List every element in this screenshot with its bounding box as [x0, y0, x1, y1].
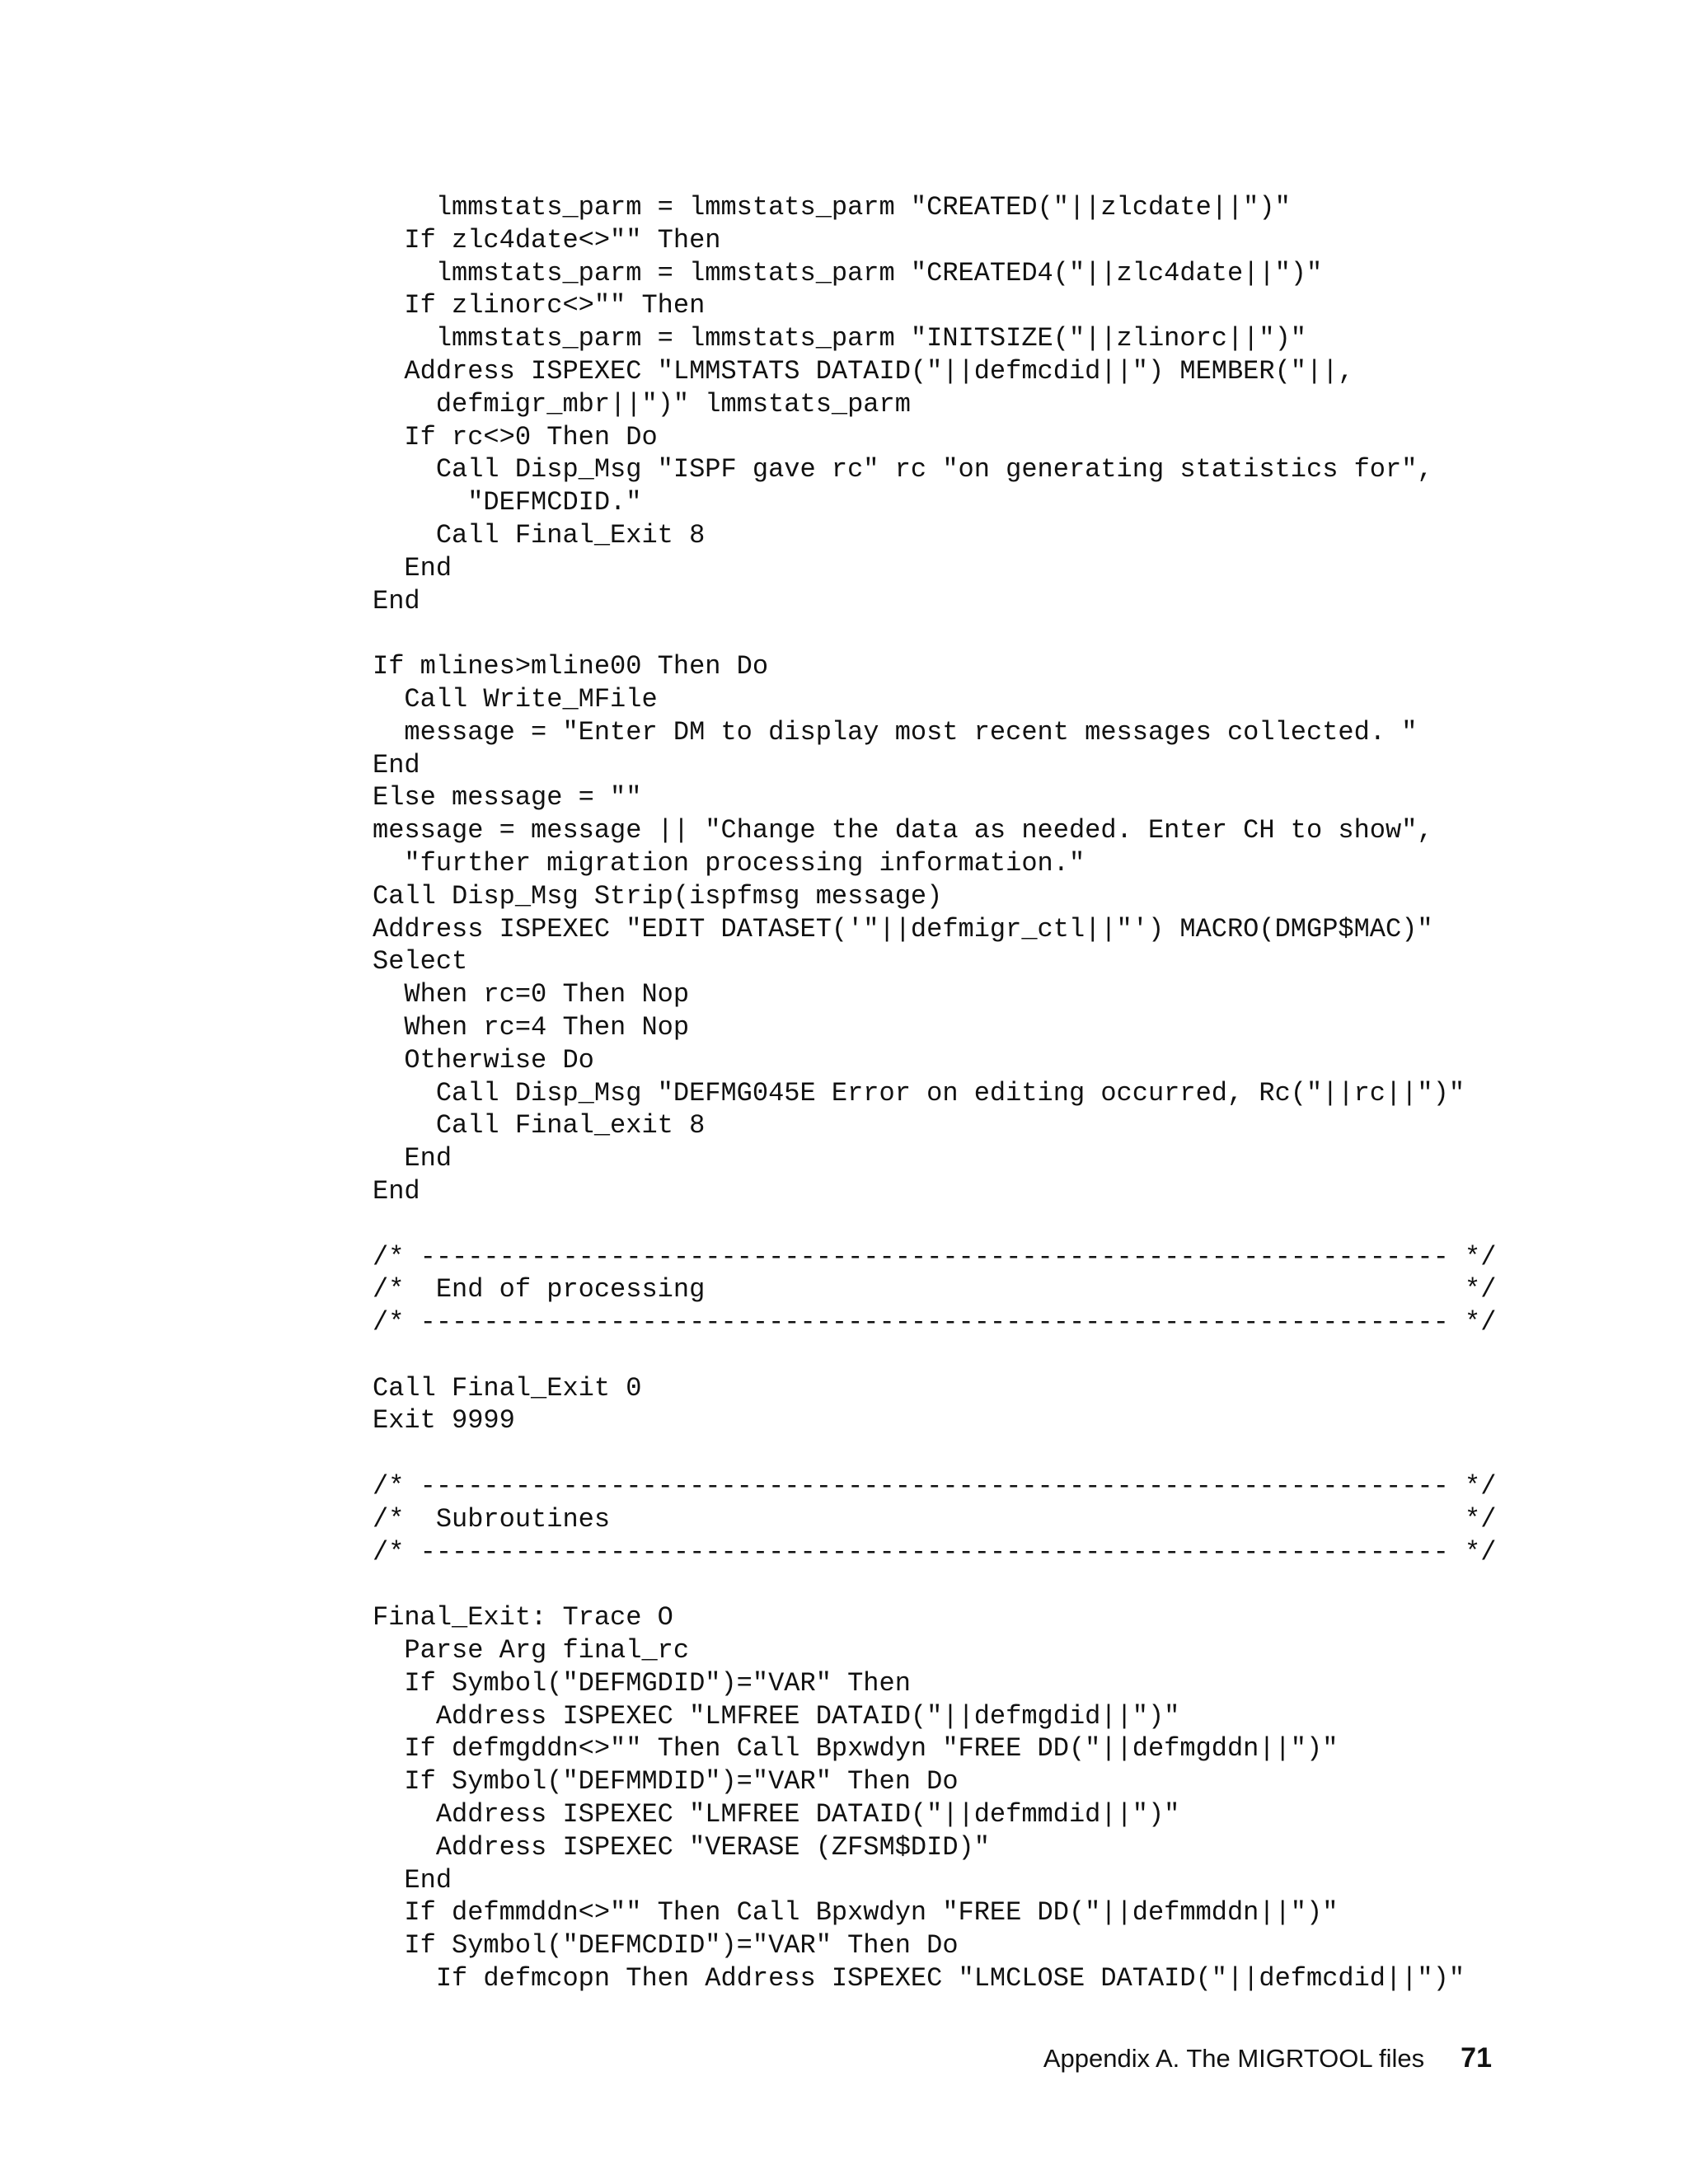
code-line: Exit 9999 [373, 1405, 515, 1436]
code-line: End [373, 585, 420, 616]
code-line: End [373, 552, 452, 583]
code-line: /* ----------------------------------------------------------------- */ [373, 1241, 1497, 1272]
code-line: When rc=0 Then Nop [373, 979, 690, 1010]
code-line: If mlines>mline00 Then Do [373, 651, 769, 682]
code-line: Call Final_Exit 0 [373, 1372, 642, 1404]
code-line [373, 1437, 1496, 1470]
code-line: Parse Arg final_rc [373, 1635, 690, 1666]
code-line: Call Final_Exit 8 [373, 519, 706, 551]
code-line: If defmmddn<>"" Then Call Bpxwdyn "FREE DD("||defmmddn||")" [373, 1897, 1339, 1929]
code-line: defmigr_mbr||")" lmmstats_parm [373, 388, 911, 419]
code-line: lmmstats_parm = lmmstats_parm "INITSIZE("||zlinorc||")" [373, 323, 1306, 354]
code-line: If defmcopn Then Address ISPEXEC "LMCLOSE DATAID("||defmcdid||")" [373, 1963, 1465, 1994]
code-line: Address ISPEXEC "LMMSTATS DATAID("||defmcdid||") MEMBER("||, [373, 355, 1354, 387]
code-line: /* ----------------------------------------------------------------- */ [373, 1471, 1497, 1502]
code-listing [373, 191, 1496, 1995]
code-line: Final_Exit: Trace O [373, 1602, 673, 1633]
code-line: Address ISPEXEC "VERASE (ZFSM$DID)" [373, 1831, 990, 1863]
code-line: Address ISPEXEC "LMFREE DATAID("||defmgdid||")" [373, 1700, 1180, 1732]
code-line: Call Disp_Msg "DEFMG045E Error on editing occurred, Rc("||rc||")" [373, 1077, 1465, 1108]
code-line: /* ----------------------------------------------------------------- */ [373, 1307, 1497, 1338]
code-line: Call Disp_Msg Strip(ispfmsg message) [373, 880, 943, 912]
code-line: Otherwise Do [373, 1044, 594, 1076]
code-line: End [373, 1175, 420, 1207]
page-footer [1043, 2042, 1492, 2074]
code-line: Address ISPEXEC "EDIT DATASET('"||defmigr_ctl||"') MACRO(DMGP$MAC)" [373, 913, 1433, 944]
code-line: If Symbol("DEFMCDID")="VAR" Then Do [373, 1930, 959, 1961]
code-line: Address ISPEXEC "LMFREE DATAID("||defmmdid||")" [373, 1799, 1180, 1830]
code-line: End [373, 749, 420, 780]
code-line: "DEFMCDID." [373, 487, 642, 518]
code-line [373, 617, 1496, 650]
code-line: End [373, 1143, 452, 1174]
page-number: 71 [1461, 2042, 1492, 2074]
code-line: When rc=4 Then Nop [373, 1011, 690, 1043]
code-line: /* ----------------------------------------------------------------- */ [373, 1536, 1497, 1568]
code-line: If zlinorc<>"" Then [373, 290, 706, 321]
code-line: Call Disp_Msg "ISPF gave rc" rc "on generating statistics for", [373, 454, 1433, 485]
code-line: Call Write_MFile [373, 683, 658, 715]
code-line: lmmstats_parm = lmmstats_parm "CREATED4("||zlc4date||")" [373, 257, 1323, 288]
code-line: /* Subroutines */ [373, 1503, 1497, 1535]
code-line: Select [373, 946, 468, 977]
code-line: message = "Enter DM to display most recent messages collected. " [373, 716, 1418, 748]
code-line: If defmgddn<>"" Then Call Bpxwdyn "FREE DD("||defmgddn||")" [373, 1733, 1339, 1765]
code-line: Call Final_exit 8 [373, 1110, 706, 1141]
code-line: lmmstats_parm = lmmstats_parm "CREATED("||zlcdate||")" [373, 192, 1291, 223]
code-line: If Symbol("DEFMGDID")="VAR" Then [373, 1667, 911, 1699]
code-line [373, 1208, 1496, 1241]
code-line: "further migration processing information." [373, 847, 1085, 879]
code-line: If zlc4date<>"" Then [373, 224, 721, 255]
code-line [373, 1568, 1496, 1601]
code-line: If rc<>0 Then Do [373, 421, 658, 452]
footer-chapter-title: Appendix A. The MIGRTOOL files [1043, 2044, 1425, 2073]
code-line: Else message = "" [373, 782, 642, 813]
code-line: message = message || "Change the data as needed. Enter CH to show", [373, 815, 1433, 846]
code-line: End [373, 1864, 452, 1896]
code-line: If Symbol("DEFMMDID")="VAR" Then Do [373, 1766, 959, 1797]
code-line [373, 1339, 1496, 1372]
code-line: /* End of processing */ [373, 1274, 1497, 1305]
